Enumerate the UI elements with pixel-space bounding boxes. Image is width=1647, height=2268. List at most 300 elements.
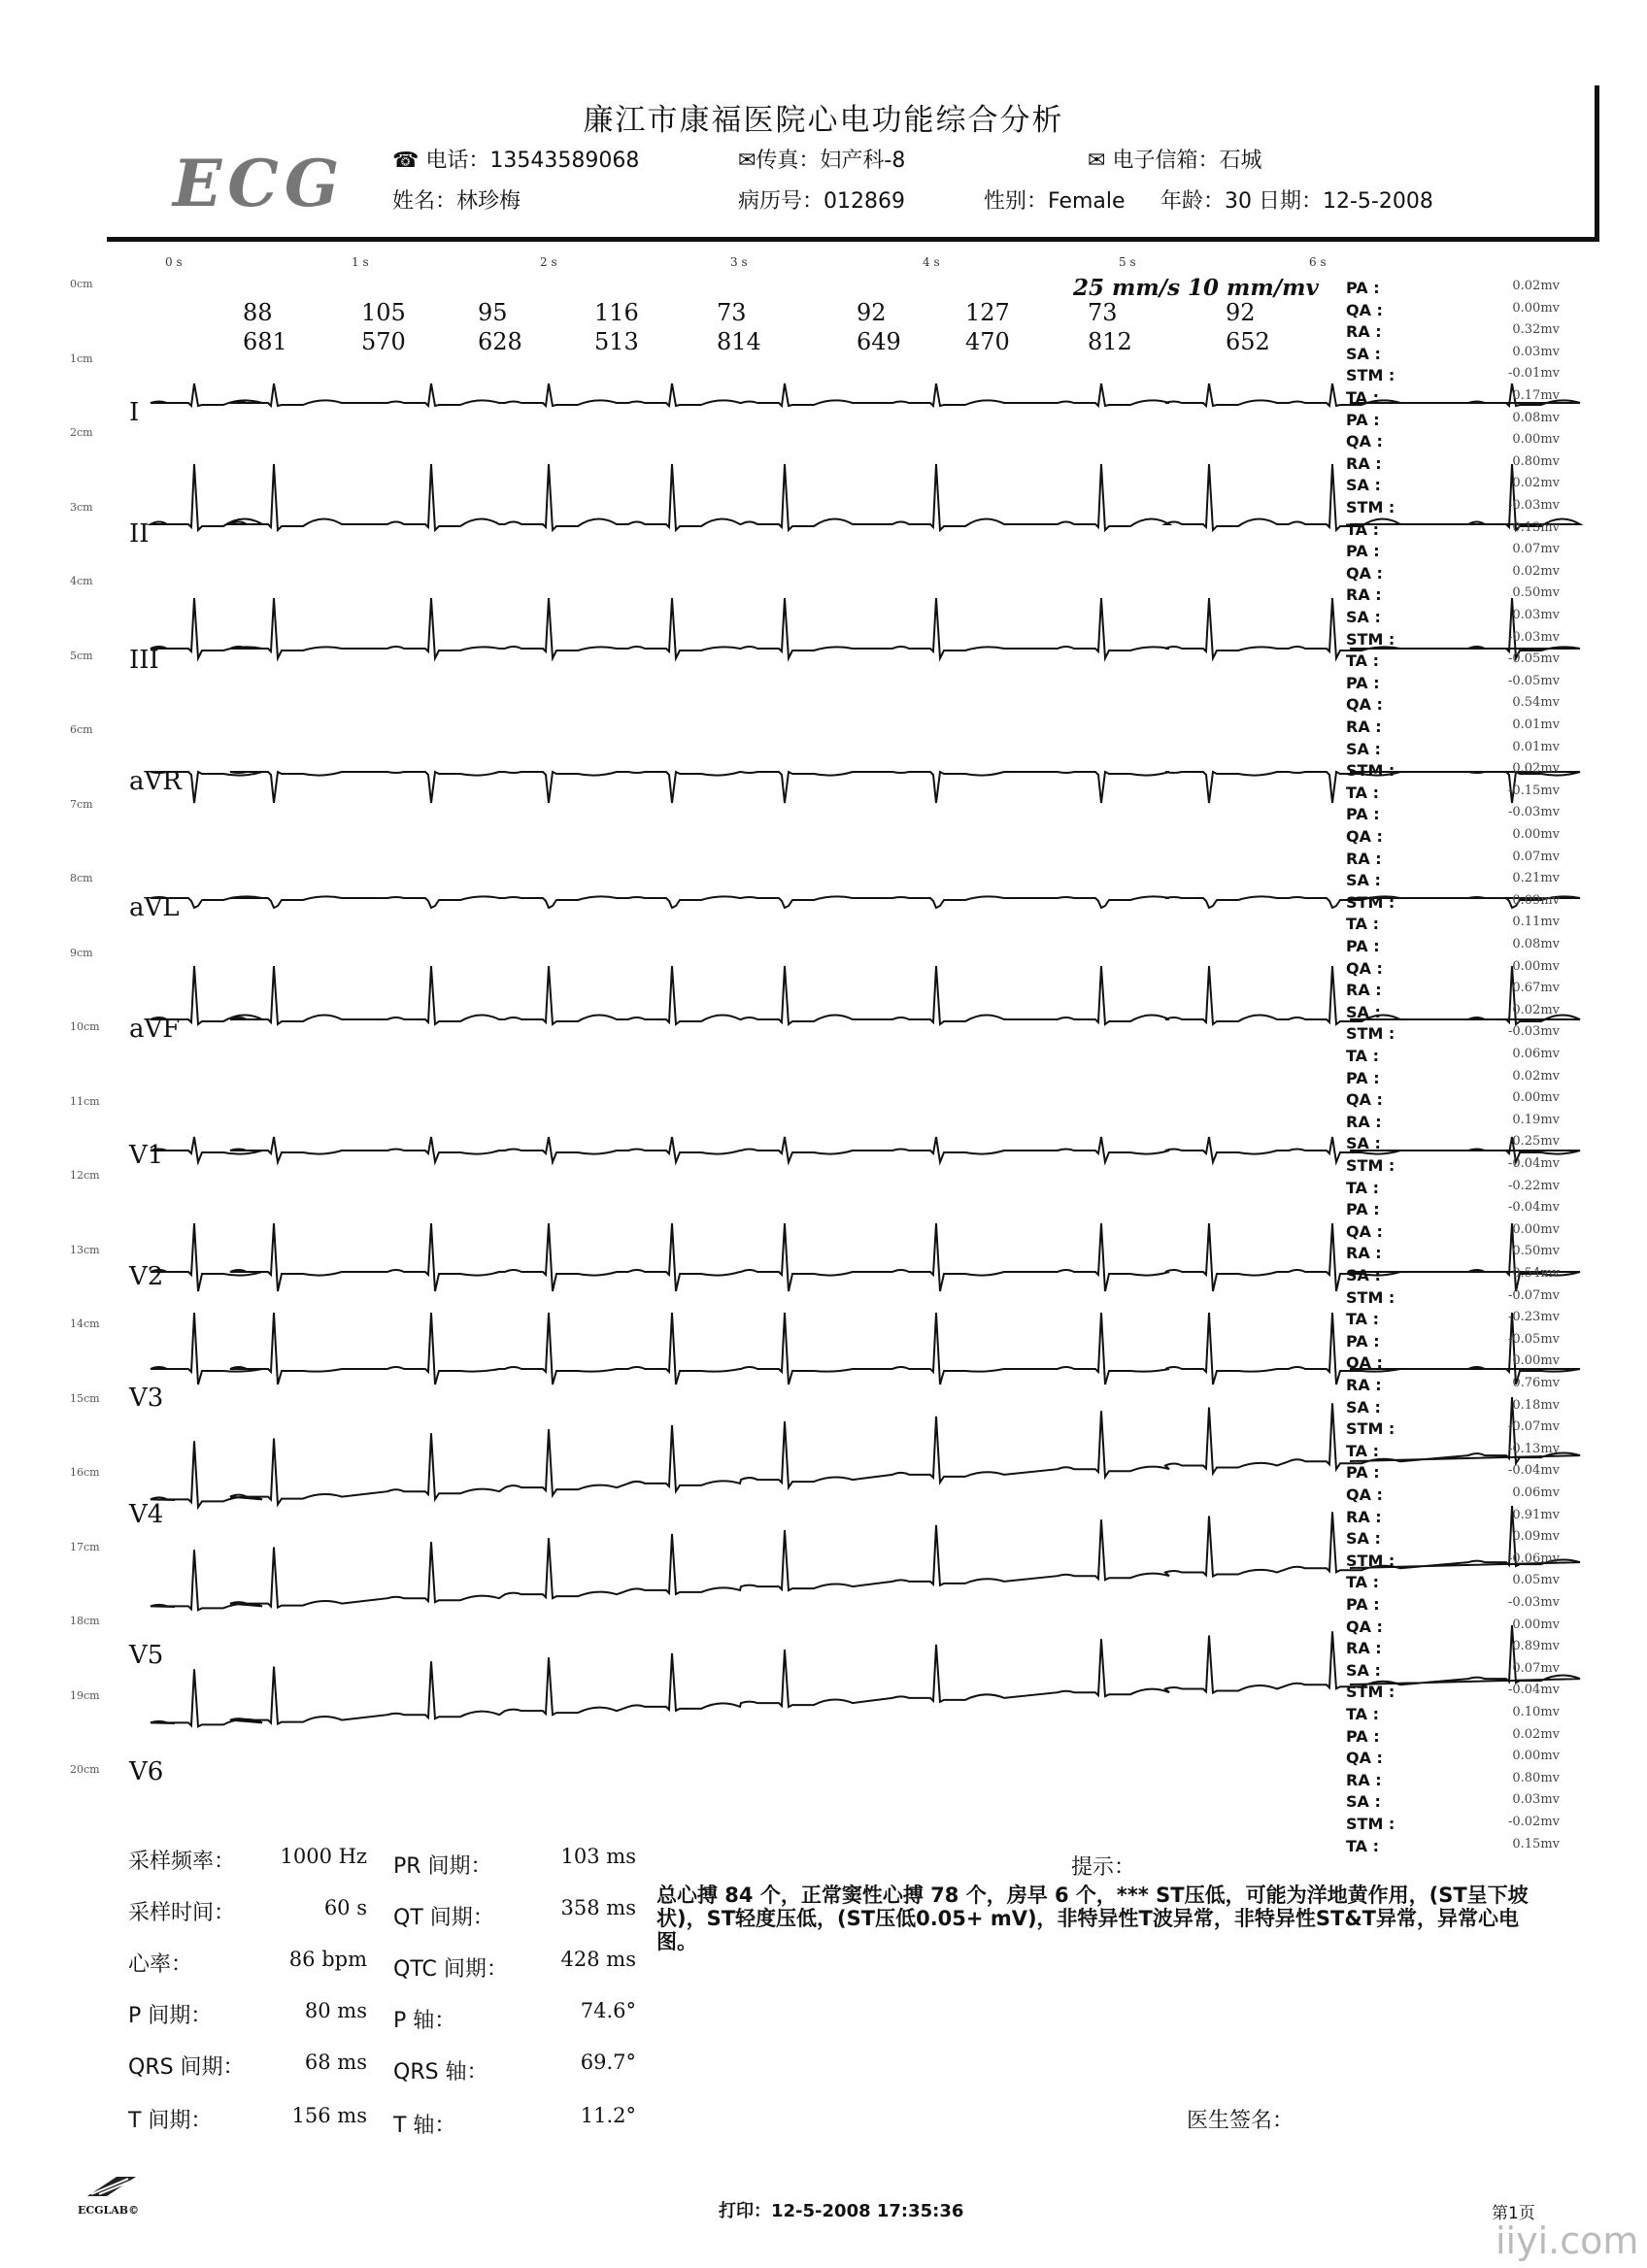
measurement-value: 0.02mv [1512, 1068, 1560, 1084]
time-tick: 6 s [1309, 255, 1327, 269]
measurement-value: 0.19mv [1512, 1112, 1560, 1127]
cm-tick: 6cm [70, 723, 93, 736]
measurement-key: STM : [1346, 1024, 1395, 1044]
measurement-value: 0.76mv [1512, 1376, 1560, 1390]
stat-label: QT 间期： [393, 1906, 494, 1930]
measurement-value: 0.00mv [1512, 958, 1560, 974]
stat-label: T 间期： [128, 2109, 213, 2133]
stat-value: 428 ms [560, 1948, 636, 1971]
measurement-value: 0.10mv [1512, 1705, 1560, 1719]
measurement-row [1346, 761, 1560, 783]
report-title: 廉江市康福医院心电功能综合分析 [583, 103, 1064, 138]
measurement-key: TA : [1346, 388, 1380, 407]
rr-value: 812 [1088, 328, 1132, 355]
measurement-key: RA : [1346, 1376, 1382, 1394]
measurement-row [1346, 345, 1560, 366]
measurement-value: 0.02mv [1512, 1002, 1560, 1017]
hr-value: 73 [1088, 299, 1118, 326]
measurement-value: 0.15mv [1512, 1836, 1560, 1851]
measurement-value: -0.04mv [1507, 1463, 1560, 1479]
measurement-value: 0.00mv [1512, 1353, 1560, 1369]
measurement-row [1346, 674, 1560, 695]
measurement-key: PA : [1346, 1726, 1380, 1746]
measurement-value: 0.54mv [1512, 695, 1560, 711]
cm-tick: 20cm [70, 1763, 100, 1776]
cm-tick: 14cm [70, 1317, 100, 1330]
measurement-value: -0.02mv [1507, 1815, 1560, 1829]
stat-value: 358 ms [560, 1896, 636, 1919]
measurement-row [1346, 981, 1560, 1002]
measurement-row [1346, 322, 1560, 344]
measurement-value: 0.02mv [1512, 476, 1560, 491]
measurement-key: STM : [1346, 761, 1395, 781]
measurement-value: 0.00mv [1512, 1221, 1560, 1237]
stat-label: PR 间期： [393, 1854, 492, 1879]
measurement-value: 0.80mv [1512, 453, 1560, 469]
measurement-key: SA : [1346, 476, 1381, 495]
rr-value: 649 [857, 328, 901, 355]
stat-value: 68 ms [304, 2051, 367, 2074]
measurement-row [1346, 893, 1560, 915]
measurement-key: SA : [1346, 739, 1381, 758]
measurement-value: 0.02mv [1512, 563, 1560, 579]
measurement-row [1346, 1310, 1560, 1331]
measurement-key: STM : [1346, 1683, 1395, 1702]
measurement-value: 0.09mv [1512, 892, 1560, 908]
measurement-key: RA : [1346, 1507, 1382, 1526]
lead-label-v4: V4 [129, 1500, 164, 1529]
measurement-row [1346, 542, 1560, 563]
measurement-key: TA : [1346, 1573, 1380, 1592]
stat-value: 11.2° [580, 2104, 636, 2127]
measurement-row [1346, 1288, 1560, 1310]
rr-value: 652 [1226, 328, 1270, 355]
measurement-row [1346, 1463, 1560, 1484]
measurement-row [1346, 608, 1560, 629]
measurement-value: -0.03mv [1507, 629, 1560, 645]
measurement-row [1346, 1508, 1560, 1529]
stat-value: 80 ms [304, 1999, 367, 2022]
rr-value: 570 [361, 328, 406, 355]
lead-label-avr: aVR [129, 767, 182, 796]
measurement-value: 0.07mv [1512, 1660, 1560, 1676]
measurement-key: QA : [1346, 1749, 1383, 1768]
measurement-value: 0.07mv [1512, 849, 1560, 864]
time-tick: 4 s [923, 255, 940, 269]
cm-tick: 4cm [70, 575, 93, 587]
measurement-key: PA : [1346, 410, 1380, 429]
gender-field: 性别：Female [984, 189, 1126, 214]
stat-label: 采样时间： [128, 1901, 236, 1925]
lead-label-i: I [129, 398, 140, 427]
measurement-row [1346, 1661, 1560, 1683]
lead-label-avl: aVL [129, 893, 180, 922]
lead-label-v6: V6 [129, 1757, 164, 1786]
cm-tick: 12cm [70, 1169, 100, 1182]
measurement-row [1346, 850, 1560, 871]
rr-value: 628 [478, 328, 522, 355]
measurement-key: PA : [1346, 1200, 1380, 1219]
measurement-row [1346, 695, 1560, 717]
hint-title: 提示： [1071, 1855, 1136, 1880]
phone-field: ☎ 电话：13543589068 [392, 149, 640, 173]
rr-value: 814 [717, 328, 761, 355]
measurement-row [1346, 1090, 1560, 1112]
stat-label: QRS 轴： [393, 2060, 488, 2085]
measurement-row [1346, 937, 1560, 958]
measurement-key: QA : [1346, 1353, 1383, 1373]
measurement-key: RA : [1346, 1770, 1382, 1789]
measurement-value: -0.07mv [1507, 1287, 1560, 1303]
measurement-key: RA : [1346, 981, 1382, 1000]
measurement-value: 0.01mv [1512, 717, 1560, 732]
measurement-key: SA : [1346, 608, 1381, 626]
print-time: 打印：12-5-2008 17:35:36 [719, 2201, 964, 2221]
hr-value: 92 [1226, 299, 1256, 326]
measurement-value: 0.05mv [1512, 1573, 1560, 1588]
measurement-row [1346, 432, 1560, 453]
measurement-row [1346, 411, 1560, 432]
measurement-key: TA : [1346, 1836, 1380, 1855]
measurement-row [1346, 805, 1560, 826]
measurement-key: PA : [1346, 542, 1380, 561]
measurement-value: -0.05mv [1507, 673, 1560, 688]
stat-label: 心率： [128, 1952, 193, 1977]
measurement-key: SA : [1346, 1002, 1381, 1021]
measurement-row [1346, 1266, 1560, 1287]
measurement-row [1346, 1398, 1560, 1419]
measurement-row [1346, 1179, 1560, 1200]
measurement-key: STM : [1346, 366, 1395, 385]
measurement-value: 0.80mv [1512, 1770, 1560, 1785]
measurement-value: 0.18mv [1512, 1397, 1560, 1413]
measurement-value: 0.06mv [1512, 1047, 1560, 1061]
measurement-key: PA : [1346, 279, 1380, 297]
measurement-row [1346, 476, 1560, 497]
measurement-key: TA : [1346, 783, 1380, 802]
speed-label: 25 mm/s 10 mm/mv [1073, 275, 1319, 301]
measurement-row [1346, 1419, 1560, 1441]
measurement-row [1346, 1573, 1560, 1594]
measurement-key: RA : [1346, 1639, 1382, 1658]
measurement-value: -0.07mv [1507, 1419, 1560, 1435]
measurement-value: 0.67mv [1512, 981, 1560, 996]
measurement-value: 0.08mv [1512, 410, 1560, 425]
stat-label: QTC 间期： [393, 1957, 508, 1982]
hr-value: 105 [361, 299, 406, 326]
cm-tick: 10cm [70, 1020, 100, 1033]
measurement-value: 0.08mv [1512, 937, 1560, 951]
measurement-key: QA : [1346, 432, 1383, 451]
measurement-value: 0.54mv [1512, 1266, 1560, 1281]
rr-value: 681 [243, 328, 287, 355]
measurement-key: STM : [1346, 1551, 1395, 1570]
measurement-row [1346, 717, 1560, 739]
measurement-row [1346, 301, 1560, 322]
measurement-key: SA : [1346, 1529, 1381, 1549]
measurement-value: 0.00mv [1512, 827, 1560, 842]
measurement-key: PA : [1346, 937, 1380, 955]
measurement-key: QA : [1346, 1090, 1383, 1110]
measurement-key: PA : [1346, 673, 1380, 692]
stat-value: 69.7° [580, 2051, 636, 2074]
measurement-key: PA : [1346, 1463, 1380, 1483]
hr-value: 88 [243, 299, 273, 326]
measurement-value: 0.32mv [1512, 322, 1560, 338]
measurement-row [1346, 959, 1560, 981]
measurement-key: SA : [1346, 344, 1381, 363]
measurement-value: -0.01mv [1507, 366, 1560, 382]
measurement-row [1346, 366, 1560, 387]
measurement-value: -0.05mv [1507, 651, 1560, 667]
measurement-key: SA : [1346, 1134, 1381, 1153]
measurement-row [1346, 1705, 1560, 1726]
measurement-value: 0.06mv [1512, 1485, 1560, 1500]
cm-tick: 2cm [70, 426, 93, 439]
lead-label-v5: V5 [129, 1641, 164, 1670]
measurement-key: PA : [1346, 1068, 1380, 1087]
watermark: iiyi.com [1496, 2219, 1639, 2262]
measurement-value: 0.00mv [1512, 1617, 1560, 1632]
measurement-value: 0.00mv [1512, 432, 1560, 448]
ecglab-logo-icon [78, 2175, 155, 2200]
measurement-row [1346, 564, 1560, 585]
measurement-row [1346, 1332, 1560, 1353]
measurement-value: 0.00mv [1512, 300, 1560, 316]
cm-tick: 5cm [70, 649, 93, 662]
measurement-row [1346, 1771, 1560, 1792]
measurement-value: -0.03mv [1507, 1024, 1560, 1040]
measurement-key: TA : [1346, 1178, 1380, 1197]
measurement-value: -0.04mv [1507, 1683, 1560, 1698]
measurement-key: TA : [1346, 651, 1380, 671]
measurement-value: 0.17mv [1512, 388, 1560, 403]
measurement-row [1346, 1551, 1560, 1573]
measurement-key: QA : [1346, 1617, 1383, 1636]
measurement-key: QA : [1346, 695, 1383, 715]
measurement-key: TA : [1346, 915, 1380, 934]
stat-label: T 轴： [393, 2114, 456, 2138]
cm-tick: 18cm [70, 1615, 100, 1627]
measurement-key: SA : [1346, 1792, 1381, 1812]
ecg-logo: ECG [173, 146, 346, 221]
cm-tick: 15cm [70, 1391, 100, 1405]
measurement-key: PA : [1346, 805, 1380, 824]
measurement-key: STM : [1346, 1419, 1395, 1439]
measurement-key: TA : [1346, 1047, 1380, 1065]
measurement-key: SA : [1346, 1266, 1381, 1284]
measurement-row [1346, 1134, 1560, 1155]
measurement-row [1346, 1727, 1560, 1749]
measurement-key: RA : [1346, 717, 1382, 736]
measurement-value: -0.15mv [1507, 783, 1560, 798]
measurement-row [1346, 1639, 1560, 1660]
time-tick: 3 s [730, 255, 748, 269]
doctor-signature-label: 医生签名： [1187, 2109, 1294, 2133]
measurement-row [1346, 915, 1560, 936]
lead-label-v2: V2 [129, 1262, 164, 1291]
measurement-row [1346, 1047, 1560, 1068]
measurement-value: 0.50mv [1512, 585, 1560, 601]
hr-value: 73 [717, 299, 747, 326]
stat-value: 74.6° [580, 1999, 636, 2022]
measurement-row [1346, 388, 1560, 410]
measurement-key: TA : [1346, 1310, 1380, 1329]
time-tick: 5 s [1119, 255, 1136, 269]
measurement-row [1346, 651, 1560, 673]
measurement-key: PA : [1346, 1331, 1380, 1351]
time-tick: 1 s [352, 255, 369, 269]
measurement-row [1346, 1156, 1560, 1178]
measurement-value: 0.03mv [1512, 608, 1560, 622]
measurement-value: 0.00mv [1512, 1090, 1560, 1106]
measurement-row [1346, 1376, 1560, 1397]
hint-text: 总心搏 84 个，正常窦性心搏 78 个，房早 6 个，*** ST压低，可能为洋地黄作用，(ST呈下坡状)，ST轻度压低，(ST压低0.05+ mV)，非特异性T波异常，非特异性ST&T异常，异常心电图。 [656, 1884, 1529, 1953]
measurement-row [1346, 1244, 1560, 1265]
stat-value: 156 ms [291, 2104, 367, 2127]
measurement-value: 0.02mv [1512, 1726, 1560, 1742]
measurement-value: -0.03mv [1507, 1595, 1560, 1610]
measurement-row [1346, 520, 1560, 542]
time-tick: 2 s [540, 255, 557, 269]
lead-label-iii: III [129, 646, 159, 675]
measurement-key: QA : [1346, 563, 1383, 583]
measurement-key: SA : [1346, 1397, 1381, 1417]
measurement-value: -0.04mv [1507, 1200, 1560, 1216]
measurement-row [1346, 1003, 1560, 1024]
fax-field: ✉传真：妇产科-8 [738, 149, 906, 173]
rr-value: 470 [965, 328, 1010, 355]
measurement-value: 0.21mv [1512, 871, 1560, 886]
measurement-row [1346, 1683, 1560, 1704]
measurement-value: 0.89mv [1512, 1639, 1560, 1654]
measurement-key: RA : [1346, 1244, 1382, 1263]
email-icon: ✉ [1088, 149, 1113, 173]
measurement-key: RA : [1346, 322, 1382, 342]
measurement-row [1346, 1442, 1560, 1463]
measurement-value: 0.00mv [1512, 1749, 1560, 1764]
measurement-key: RA : [1346, 1112, 1382, 1131]
measurement-key: QA : [1346, 1485, 1383, 1504]
measurement-value: -0.03mv [1507, 498, 1560, 513]
measurement-value: 0.91mv [1512, 1507, 1560, 1522]
measurement-key: STM : [1346, 892, 1395, 912]
measurement-value: 0.13mv [1512, 519, 1560, 535]
measurement-key: STM : [1346, 1815, 1395, 1833]
measurement-value: 0.02mv [1512, 761, 1560, 777]
measurement-value: -0.06mv [1507, 1551, 1560, 1566]
page-number: 第1页 [1492, 2204, 1535, 2223]
stat-label: QRS 间期： [128, 2055, 245, 2080]
measurement-row [1346, 585, 1560, 607]
lead-label-ii: II [129, 519, 150, 549]
cm-tick: 17cm [70, 1540, 100, 1553]
measurement-key: RA : [1346, 585, 1382, 605]
cm-tick: 8cm [70, 872, 93, 884]
measurement-key: RA : [1346, 453, 1382, 473]
measurement-row [1346, 1749, 1560, 1770]
measurement-key: STM : [1346, 629, 1395, 649]
measurement-row [1346, 740, 1560, 761]
measurement-key: SA : [1346, 1660, 1381, 1680]
measurement-key: STM : [1346, 1287, 1395, 1307]
hr-value: 127 [965, 299, 1010, 326]
cm-tick: 0cm [70, 278, 93, 290]
measurement-value: 0.50mv [1512, 1244, 1560, 1259]
cm-tick: 16cm [70, 1466, 100, 1479]
hr-value: 92 [857, 299, 887, 326]
measurement-row [1346, 630, 1560, 651]
measurement-value: -0.04mv [1507, 1156, 1560, 1171]
measurement-value: 0.02mv [1512, 279, 1560, 293]
measurement-row [1346, 871, 1560, 892]
cm-tick: 7cm [70, 797, 93, 811]
measurement-row [1346, 827, 1560, 849]
measurement-column [1346, 279, 1560, 1855]
age-date-field: 年龄：30 日期：12-5-2008 [1160, 189, 1433, 214]
measurement-value: 0.01mv [1512, 739, 1560, 754]
record-number: 病历号：012869 [738, 189, 905, 214]
hr-value: 116 [594, 299, 639, 326]
cm-tick: 19cm [70, 1688, 100, 1702]
hr-value: 95 [478, 299, 508, 326]
measurement-row [1346, 279, 1560, 300]
stat-value: 60 s [323, 1896, 367, 1919]
email-field: ✉ 电子信箱：石城 [1088, 149, 1262, 173]
measurement-key: STM : [1346, 498, 1395, 517]
measurement-key: TA : [1346, 519, 1380, 539]
measurement-value: 0.03mv [1512, 344, 1560, 359]
measurement-row [1346, 1113, 1560, 1134]
measurement-row [1346, 1595, 1560, 1617]
measurement-value: 0.09mv [1512, 1529, 1560, 1545]
measurement-value: 0.07mv [1512, 542, 1560, 557]
cm-tick: 1cm [70, 351, 93, 365]
measurement-value: -0.23mv [1507, 1310, 1560, 1325]
measurement-value: -0.13mv [1507, 1441, 1560, 1456]
lead-label-v1: V1 [129, 1141, 164, 1170]
measurement-row [1346, 498, 1560, 519]
measurement-key: PA : [1346, 1595, 1380, 1614]
measurement-key: TA : [1346, 1441, 1380, 1460]
measurement-row [1346, 1024, 1560, 1046]
footer-logo: ECGLAB© [78, 2175, 155, 2217]
measurement-value: -0.05mv [1507, 1331, 1560, 1347]
measurement-key: RA : [1346, 849, 1382, 868]
stat-value: 1000 Hz [280, 1845, 367, 1868]
measurement-row [1346, 1618, 1560, 1639]
measurement-row [1346, 1353, 1560, 1375]
stat-label: P 间期： [128, 2004, 213, 2028]
measurement-value: -0.22mv [1507, 1178, 1560, 1193]
measurement-key: STM : [1346, 1156, 1395, 1175]
measurement-value: 0.11mv [1512, 915, 1560, 930]
measurement-value: 0.03mv [1512, 1792, 1560, 1808]
measurement-row [1346, 1200, 1560, 1221]
measurement-key: TA : [1346, 1705, 1380, 1723]
measurement-key: QA : [1346, 827, 1383, 846]
stat-label: 采样频率： [128, 1850, 236, 1874]
measurement-row [1346, 1837, 1560, 1858]
measurement-row [1346, 1069, 1560, 1090]
stat-value: 86 bpm [288, 1948, 367, 1971]
measurement-value: -0.03mv [1507, 805, 1560, 820]
measurement-row [1346, 454, 1560, 476]
cm-tick: 13cm [70, 1243, 100, 1256]
measurement-row [1346, 1815, 1560, 1836]
cm-tick: 9cm [70, 946, 93, 959]
measurement-row [1346, 1485, 1560, 1507]
